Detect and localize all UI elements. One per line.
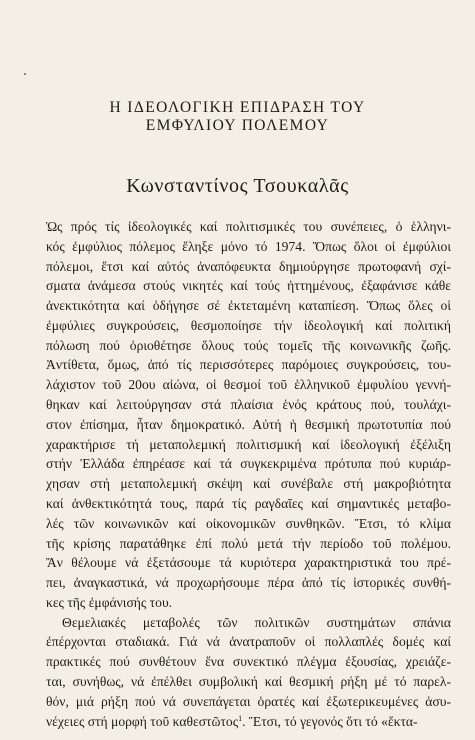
text-line: χησαν στή μεταπολεμική σκέψη καί συνέβαλε στή μακροβιότητα — [46, 476, 451, 492]
text-line: χαρακτήρισε τή μεταπολεμική πολιτισμική καί ἰδεολογική ἐξέλιξη — [46, 436, 451, 452]
author-name: Κωνσταντίνος Τσουκαλᾶς — [126, 175, 349, 197]
chapter-title-line: ΕΜΦΥΛΙΟΥ ΠΟΛΕΜΟΥ — [145, 117, 330, 134]
text-line: πρακτικές πού συνθέτουν ἕνα συνεκτικό πλέγμα ἐξουσίας, χρειάζε- — [46, 654, 451, 670]
text-line: λάχιστον τοῦ 20ου αἰώνα, οἱ θεσμοί τοῦ ἑλληνικοῦ ἐμφυλίου γεννή- — [46, 377, 451, 393]
text-line-part: Ἔτσι, τό γεγονός ὅτι τό «ἔκτα- — [248, 713, 418, 729]
text-line: τῆς κρίσης παρατάθηκε ἐπί πολύ μετά τήν περίοδο τοῦ πολέμου. — [46, 535, 451, 551]
text-line: Ὡς πρός τίς ἰδεολογικές καί πολιτισμικές του συνέπειες, ὁ ἑλληνι- — [46, 219, 451, 234]
text-line: νέχειες στή μορφή τοῦ καθεστῶτος$^1$. Ἔτσι, τό γεγονός ὅτι τό «ἔκτα- — [46, 713, 418, 729]
text-line: πόλωση πού ὁριοθέτησε ὅλους τούς τομεῖς τῆς κοινωνικῆς ζωῆς. — [46, 337, 451, 353]
text-line: πει, ἀναγκαστικά, νά προχωρήσουμε πέρα ἀπό τίς ἱστορικές συνθή- — [46, 575, 451, 591]
text-line: στήν Ἑλλάδα ἐπηρέασε καί τά συγκεκριμένα πρότυπα πού κυριάρ- — [46, 456, 451, 472]
text-line: ἐμφύλιες συγκρούσεις, θεσμοποίησε τήν ἰδεολογική καί πολιτική — [46, 317, 451, 333]
text-line: θηκαν καί λειτούργησαν στά πλαίσια ἑνός κράτους πού, τουλάχι- — [46, 397, 451, 413]
text-line: Θεμελιακές μεταβολές τῶν πολιτικῶν συστημάτων σπάνια — [62, 614, 451, 630]
text-line-part: νέχειες στή μορφή τοῦ καθεστῶτος — [46, 713, 239, 729]
body-text — [46, 217, 451, 731]
text-line: ἀνεκτικότητα καί ὁδήγησε σέ ἐκτεταμένη καταπίεση. Ὅπως ὅλες οἱ — [46, 298, 451, 314]
text-line: σματα ἀνάμεσα στούς νικητές καί τούς ἡττημένους, ἐξαφάνισε κάθε — [46, 278, 451, 294]
chapter-title — [0, 99, 475, 135]
text-line: καί ἀνθεκτικότητά τους, παρά τίς ραγδαῖες καί σημαντικές μεταβο- — [46, 495, 451, 511]
text-line: Ἀντίθετα, ὅμως, ἀπό τίς περισσότερες παρόμοιες συγκρούσεις, του- — [46, 357, 451, 373]
text-line: θόν, μιά ρήξη πού νά συνεπάγεται ὁρατές καί ἐξωτερικευμένες ἀσυ- — [46, 693, 451, 709]
footnote-mark: 1 — [238, 713, 243, 723]
text-line: κες τῆς ἐμφάνισής του. — [46, 594, 173, 610]
chapter-title-line: Η ΙΔΕΟΛΟΓΙΚΗ ΕΠΙΔΡΑΣΗ ΤΟΥ — [109, 99, 366, 116]
paper-speck — [24, 73, 26, 75]
text-line: λές τῶν κοινωνικῶν καί οἰκονομικῶν συνθηκῶν. Ἔτσι, τό κλίμα — [46, 515, 451, 531]
text-line: ἐπέρχονται σταδιακά. Γιά νά ἀνατραποῦν οἱ πολλαπλές δομές καί — [46, 634, 451, 650]
text-line: ται, συνήθως, νά ἐπέλθει συμβολική καί θεσμική ρήξη μέ τό παρελ- — [46, 673, 451, 689]
text-line: κός ἐμφύλιος πόλεμος ἔληξε μόνο τό 1974. Ὅπως ὅλοι οἱ ἐμφύλιοι — [46, 238, 451, 254]
text-line: στον ἐπίσημα, ἦταν δημοκρατικό. Αὐτή ἡ θεσμική πρωτοτυπία πού — [46, 416, 451, 432]
text-line: πόλεμοι, ἔτσι καί αὐτός ἀναπόφευκτα δημιούργησε πρωτοφανή σχί- — [46, 258, 451, 274]
text-line: Ἄν θέλουμε νά ἐξετάσουμε τά κυριότερα χαρακτηριστικά του πρέ- — [46, 555, 451, 571]
